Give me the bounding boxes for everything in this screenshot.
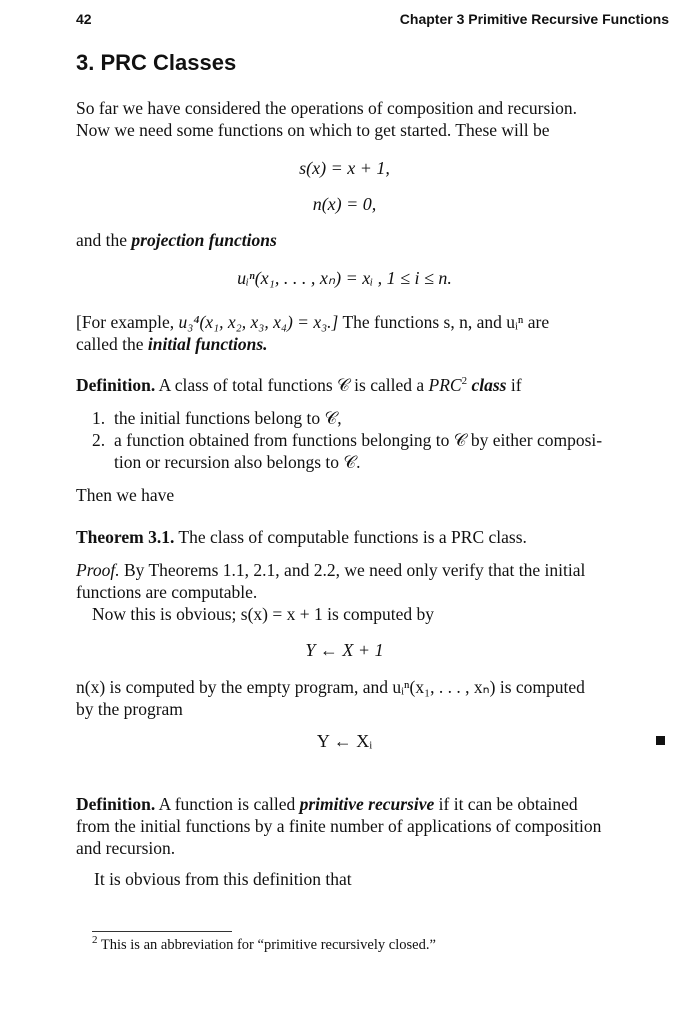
- projection-term: projection functions: [131, 230, 277, 250]
- program-successor: Y ← X + 1: [305, 640, 384, 660]
- list-item-text: a function obtained from functions belonging to 𝒞 by either composi-: [114, 430, 603, 450]
- proof-label: Proof.: [76, 560, 120, 580]
- list-item-text: tion or recursion also belongs to 𝒞.: [114, 452, 361, 472]
- n-computed-paragraph: [76, 676, 670, 720]
- running-header: [76, 11, 669, 31]
- closing-sentence: It is obvious from this definition that: [94, 869, 352, 889]
- list-item: [92, 429, 672, 451]
- example-line-1-start: [For example,: [76, 312, 175, 332]
- class-term: class: [471, 375, 507, 395]
- definition-text-end: if: [510, 375, 522, 395]
- theorem-text: The class of computable functions is a PRC class.: [178, 527, 527, 547]
- list-item-continuation: [92, 451, 672, 473]
- example-line-1: [76, 311, 670, 333]
- footnote-reference: 2: [461, 375, 468, 388]
- page-number: 42: [76, 11, 92, 27]
- example-line-2: [76, 333, 670, 355]
- definition2-line-3: and recursion.: [76, 838, 176, 858]
- definition-text-start: A class of total functions 𝒞 is called a: [158, 375, 425, 395]
- section-title: 3. PRC Classes: [76, 50, 237, 75]
- footnote-text: This is an abbreviation for “primitive recursively closed.”: [100, 937, 436, 953]
- definition2-line-1: [76, 793, 670, 815]
- definition2-text-start: A function is called: [158, 794, 296, 814]
- proof-line-1: [76, 559, 670, 581]
- proof-line-1-text: By Theorems 1.1, 2.1, and 2.2, we need only verify that the initial: [123, 560, 586, 580]
- projection-prefix: and the: [76, 230, 128, 250]
- definition-primitive-recursive: [76, 793, 670, 859]
- definition2-line-2: from the initial functions by a finite number of applications of composition: [76, 816, 602, 836]
- definition-prc: [76, 374, 670, 396]
- program-projection: Y ← Xᵢ: [316, 731, 373, 751]
- qed-square-icon: [656, 736, 665, 745]
- list-item-number: 2.: [92, 430, 106, 450]
- definition-label: Definition.: [76, 375, 156, 395]
- definition2-text-end: if it can be obtained: [438, 794, 578, 814]
- running-title: Chapter 3 Primitive Recursive Functions: [399, 11, 669, 27]
- definition2-label: Definition.: [76, 794, 156, 814]
- equation-projection: uᵢⁿ(x₁, . . . , xₙ) = xᵢ , 1 ≤ i ≤ n.: [237, 268, 452, 288]
- proof-line-3: Now this is obvious; s(x) = x + 1 is computed by: [92, 604, 435, 624]
- footnote-divider: [92, 931, 232, 932]
- list-item-text: the initial functions belong to 𝒞,: [114, 408, 342, 428]
- example-line-2-start: called the: [76, 334, 144, 354]
- intro-line-2: Now we need some functions on which to get started. These will be: [76, 120, 550, 140]
- equation-zero: n(x) = 0,: [312, 194, 377, 214]
- intro-line-1: So far we have considered the operations of composition and recursion.: [76, 98, 578, 118]
- theorem-3-1: [76, 526, 670, 548]
- initial-functions-term: initial functions.: [147, 334, 268, 354]
- example-line-1-end: The functions s, n, and uᵢⁿ are: [342, 312, 550, 332]
- primitive-recursive-term: primitive recursive: [299, 794, 435, 814]
- then-we-have: Then we have: [76, 485, 175, 505]
- n-computed-line-2: by the program: [76, 699, 183, 719]
- proof-paragraph: [76, 559, 670, 625]
- list-item: [92, 407, 672, 429]
- list-item-number: 1.: [92, 408, 106, 428]
- footnote-mark: 2: [92, 934, 98, 947]
- intro-paragraph: [76, 97, 670, 141]
- equation-successor: s(x) = x + 1,: [299, 158, 390, 178]
- proof-line-2: functions are computable.: [76, 582, 258, 602]
- example-math: u₃⁴(x₁, x₂, x₃, x₄) = x₃.]: [178, 312, 339, 332]
- n-computed-line-1: n(x) is computed by the empty program, and uᵢⁿ(x₁, . . . , xₙ) is computed: [76, 677, 585, 697]
- example-paragraph: [76, 311, 670, 355]
- footnote: [92, 934, 436, 954]
- prc-term: PRC: [428, 375, 462, 395]
- projection-intro: [76, 229, 670, 251]
- theorem-label: Theorem 3.1.: [76, 527, 175, 547]
